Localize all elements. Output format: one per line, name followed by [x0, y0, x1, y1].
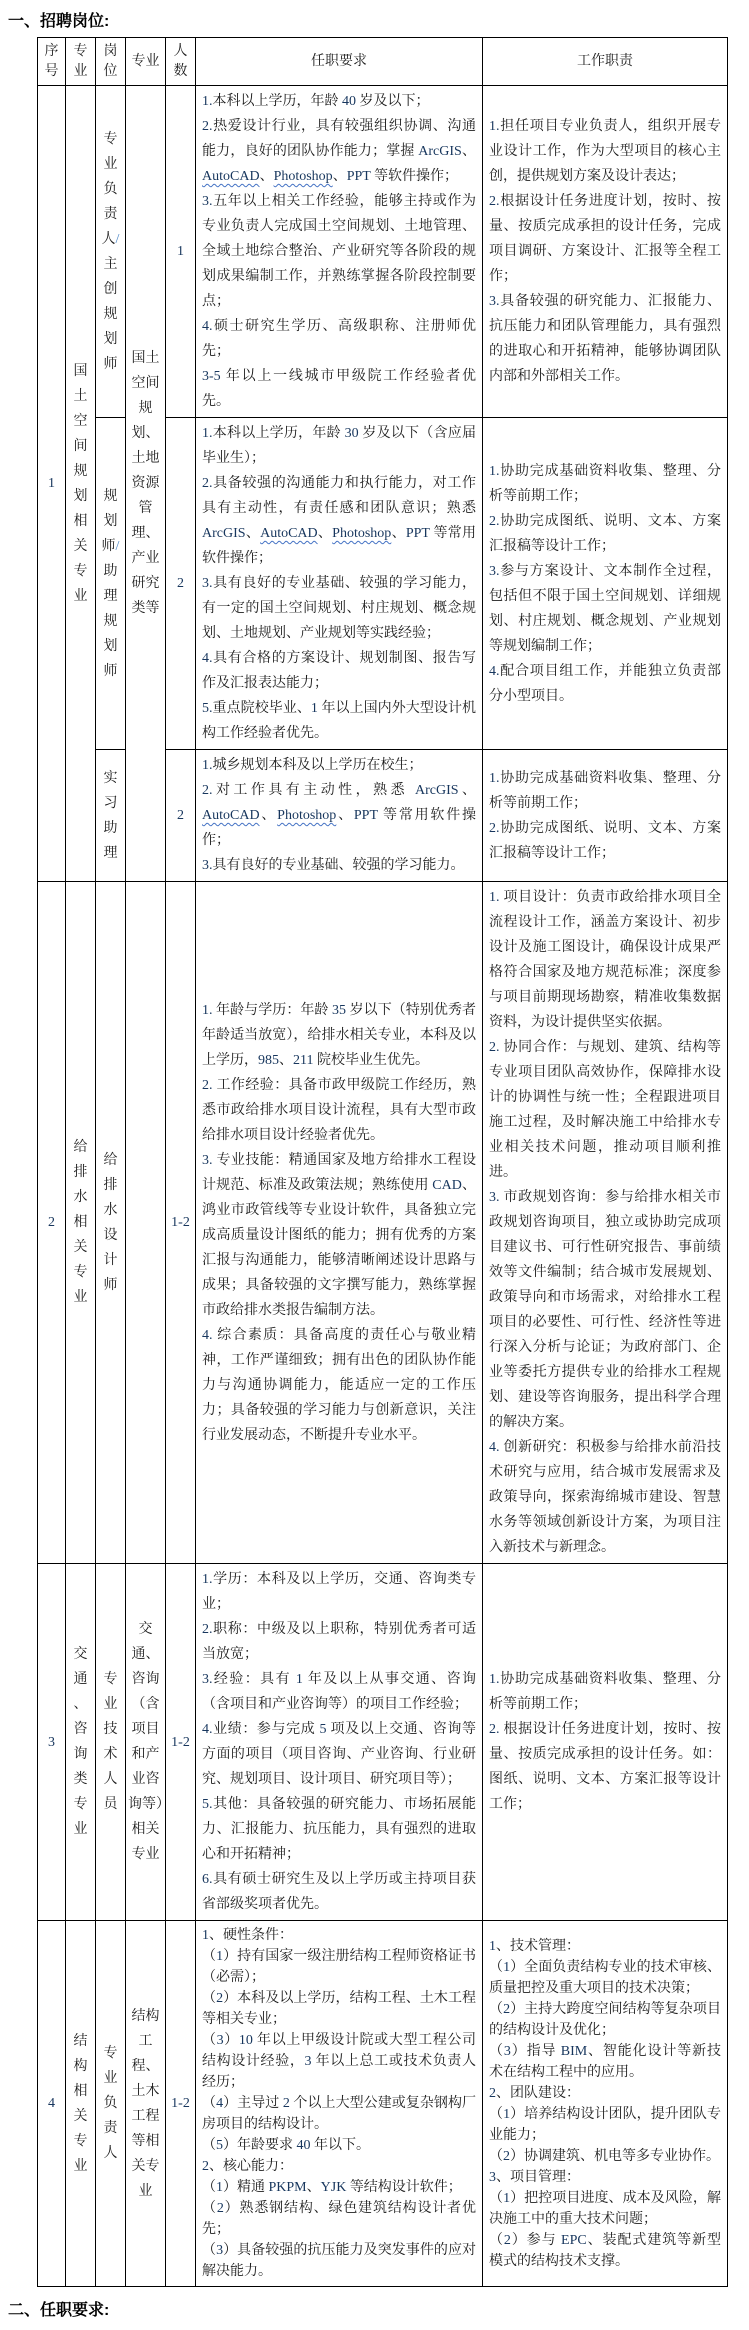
cell-specialty-3: 交通、咨询（含项目和产业咨询等）相关专业	[126, 1564, 166, 1921]
cell-major-4: 结构相关专业	[66, 1921, 96, 2287]
cell-requirements-1a: 1.本科以上学历，年龄 40 岁及以下； 2.热爱设计行业，具有较强组织协调、沟通能力，良好的团队协作能力；掌握 ArcGIS、AutoCAD、Photoshop、PPT 等软件操作； 3.五年以上相关工作经验，能够主持或作为专业负责人完成国土空间规划、土地管理、全域土地综合整治、产业研究等各阶段的规划成果编制工作，并熟练掌握各阶段控制要点； 4.硕士研究生学历、高级职称、注册师优先； 3-5 年以上一线城市甲级院工作经验者优先。	[196, 86, 483, 418]
header-major: 专业	[66, 38, 96, 86]
table-row	[38, 882, 728, 1564]
cell-requirements-1c: 1.城乡规划本科及以上学历在校生； 2.对工作具有主动性，熟悉 ArcGIS、AutoCAD、Photoshop、PPT 等常用软件操作； 3.具有良好的专业基础、较强的学习能力。	[196, 750, 483, 882]
cell-count-1a: 1	[166, 86, 196, 418]
header-duties: 工作职责	[483, 38, 728, 86]
cell-count-1b: 2	[166, 418, 196, 750]
table-row	[38, 1564, 728, 1921]
cell-duties-1a: 1.担任项目专业负责人，组织开展专业设计工作，作为大型项目的核心主创，提供规划方案及设计表达； 2.根据设计任务进度计划，按时、按量、按质完成承担的设计任务，完成项目调研、方案设计、汇报等全程工作； 3.具备较强的研究能力、汇报能力、抗压能力和团队管理能力，具有强烈的进取心和开拓精神，能够协调团队内部和外部相关工作。	[483, 86, 728, 418]
cell-post-4: 专业负责人	[96, 1921, 126, 2287]
cell-post-1c: 实习助理	[96, 750, 126, 882]
header-post: 岗位	[96, 38, 126, 86]
cell-post-1a: 专业负责人/主创规划师	[96, 86, 126, 418]
cell-requirements-4: 1、硬性条件： （1）持有国家一级注册结构工程师资格证书（必需）； （2）本科及以上学历，结构工程、土木工程等相关专业； （3）10 年以上甲级设计院或大型工程公司结构设计经验，3 年以上总工或技术负责人经历； （4）主导过 2 个以上大型公建或复杂钢构厂房项目的结构设计。 （5）年龄要求 40 年以下。 2、核心能力： （1）精通 PKPM、YJK 等结构设计软件； （2）熟悉钢结构、绿色建筑结构设计者优先； （3）具备较强的抗压能力及突发事件的应对解决能力。	[196, 1921, 483, 2287]
table-row	[38, 1921, 728, 2287]
cell-specialty-1: 国土空间规划、土地资源管理、产业研究类等	[126, 86, 166, 882]
cell-count-2: 1-2	[166, 882, 196, 1564]
cell-post-2: 给排水设计师	[96, 882, 126, 1564]
section-title-requirements: 二、任职要求:	[8, 2302, 110, 2319]
cell-requirements-3: 1.学历：本科及以上学历，交通、咨询类专业； 2.职称：中级及以上职称，特别优秀者可适当放宽； 3.经验：具有 1 年及以上从事交通、咨询（含项目和产业咨询等）的项目工作经验； 4.业绩：参与完成 5 项及以上交通、咨询等方面的项目（项目咨询、产业咨询、行业研究、规划项目、设计项目、研究项目等）； 5.其他：具备较强的研究能力、市场拓展能力、汇报能力、抗压能力，具有强烈的进取心和开拓精神； 6.具有硕士研究生及以上学历或主持项目获省部级奖项者优先。	[196, 1564, 483, 1921]
cell-requirements-1b: 1.本科以上学历，年龄 30 岁及以下（含应届毕业生）； 2.具备较强的沟通能力和执行能力，对工作具有主动性，有责任感和团队意识；熟悉 ArcGIS、AutoCAD、Photoshop、PPT 等常用软件操作； 3.具有良好的专业基础、较强的学习能力，有一定的国土空间规划、村庄规划、概念规划、土地规划、产业规划等实践经验； 4.具有合格的方案设计、规划制图、报告写作及汇报表达能力； 5.重点院校毕业、1 年以上国内外大型设计机构工作经验者优先。	[196, 418, 483, 750]
cell-duties-3: 1.协助完成基础资料收集、整理、分析等前期工作； 2. 根据设计任务进度计划，按时、按量、按质完成承担的设计任务。如：图纸、说明、文本、方案汇报等设计工作；	[483, 1564, 728, 1921]
cell-major-2: 给排水相关专业	[66, 882, 96, 1564]
cell-seq-1: 1	[38, 86, 66, 882]
cell-specialty-2	[126, 882, 166, 1564]
cell-specialty-4: 结构工程、土木工程等相关专业	[126, 1921, 166, 2287]
recruitment-table	[37, 37, 728, 2287]
cell-seq-3: 3	[38, 1564, 66, 1921]
header-specialty: 专业	[126, 38, 166, 86]
cell-seq-4: 4	[38, 1921, 66, 2287]
cell-seq-2: 2	[38, 882, 66, 1564]
cell-duties-1c: 1.协助完成基础资料收集、整理、分析等前期工作； 2.协助完成图纸、说明、文本、方案汇报稿等设计工作；	[483, 750, 728, 882]
cell-post-3: 专业技术人员	[96, 1564, 126, 1921]
cell-major-3: 交通、咨询类专业	[66, 1564, 96, 1921]
cell-requirements-2: 1. 年龄与学历：年龄 35 岁以下（特别优秀者年龄适当放宽），给排水相关专业，本科及以上学历，985、211 院校毕业生优先。 2. 工作经验：具备市政甲级院工作经历，熟悉市政给排水项目设计流程，具有大型市政给排水项目设计经验者优先。 3. 专业技能：精通国家及地方给排水工程设计规范、标准及政策法规；熟练使用 CAD、鸿业市政管线等专业设计软件，具备独立完成高质量设计图纸的能力；拥有优秀的方案汇报与沟通能力，能够清晰阐述设计思路与成果；具备较强的文字撰写能力，熟练掌握市政给排水类报告编制方法。 4. 综合素质：具备高度的责任心与敬业精神，工作严谨细致；拥有出色的团队协作能力与沟通协调能力，能适应一定的工作压力；具备较强的学习能力与创新意识，关注行业发展动态，不断提升专业水平。	[196, 882, 483, 1564]
header-requirements: 任职要求	[196, 38, 483, 86]
table-row	[38, 86, 728, 418]
cell-duties-4: 1、技术管理： （1）全面负责结构专业的技术审核、质量把控及重大项目的技术决策； （2）主持大跨度空间结构等复杂项目的结构设计及优化； （3）指导 BIM、智能化设计等新技术在结构工程中的应用。 2、团队建设： （1）培养结构设计团队，提升团队专业能力； （2）协调建筑、机电等多专业协作。 3、项目管理： （1）把控项目进度、成本及风险，解决施工中的重大技术问题； （2）参与 EPC、装配式建筑等新型模式的结构技术支撑。	[483, 1921, 728, 2287]
cell-duties-1b: 1.协助完成基础资料收集、整理、分析等前期工作； 2.协助完成图纸、说明、文本、方案汇报稿等设计工作； 3.参与方案设计、文本制作全过程，包括但不限于国土空间规划、详细规划、村庄规划、概念规划、产业规划等规划编制工作； 4.配合项目组工作，并能独立负责部分小型项目。	[483, 418, 728, 750]
cell-duties-2: 1. 项目设计：负责市政给排水项目全流程设计工作，涵盖方案设计、初步设计及施工图设计，确保设计成果严格符合国家及地方规范标准；深度参与项目前期现场勘察，精准收集数据资料，为设计提供坚实依据。 2. 协同合作：与规划、建筑、结构等专业项目团队高效协作，保障排水设计的协调性与统一性；全程跟进项目施工过程，及时解决施工中给排水专业相关技术问题，推动项目顺利推进。 3. 市政规划咨询：参与给排水相关市政规划咨询项目，独立或协助完成项目建议书、可行性研究报告、事前绩效等文件编制；结合城市发展规划、政策导向和市场需求，对给排水工程项目的必要性、可行性、经济性等进行深入分析与论证；为政府部门、企业等委托方提供专业的给排水工程规划、建设等咨询服务，提出科学合理的解决方案。 4. 创新研究：积极参与给排水前沿技术研究与应用，结合城市发展需求及政策导向，探索海绵城市建设、智慧水务等领域创新设计方案，为项目注入新技术与新理念。	[483, 882, 728, 1564]
header-row	[38, 38, 728, 86]
cell-post-1b: 规划师/助理规划师	[96, 418, 126, 750]
header-count: 人数	[166, 38, 196, 86]
cell-major-1: 国土空间规划相关专业	[66, 86, 96, 882]
header-seq: 序号	[38, 38, 66, 86]
cell-count-4: 1-2	[166, 1921, 196, 2287]
section-title-recruitment: 一、招聘岗位:	[8, 13, 110, 30]
cell-count-1c: 2	[166, 750, 196, 882]
cell-count-3: 1-2	[166, 1564, 196, 1921]
